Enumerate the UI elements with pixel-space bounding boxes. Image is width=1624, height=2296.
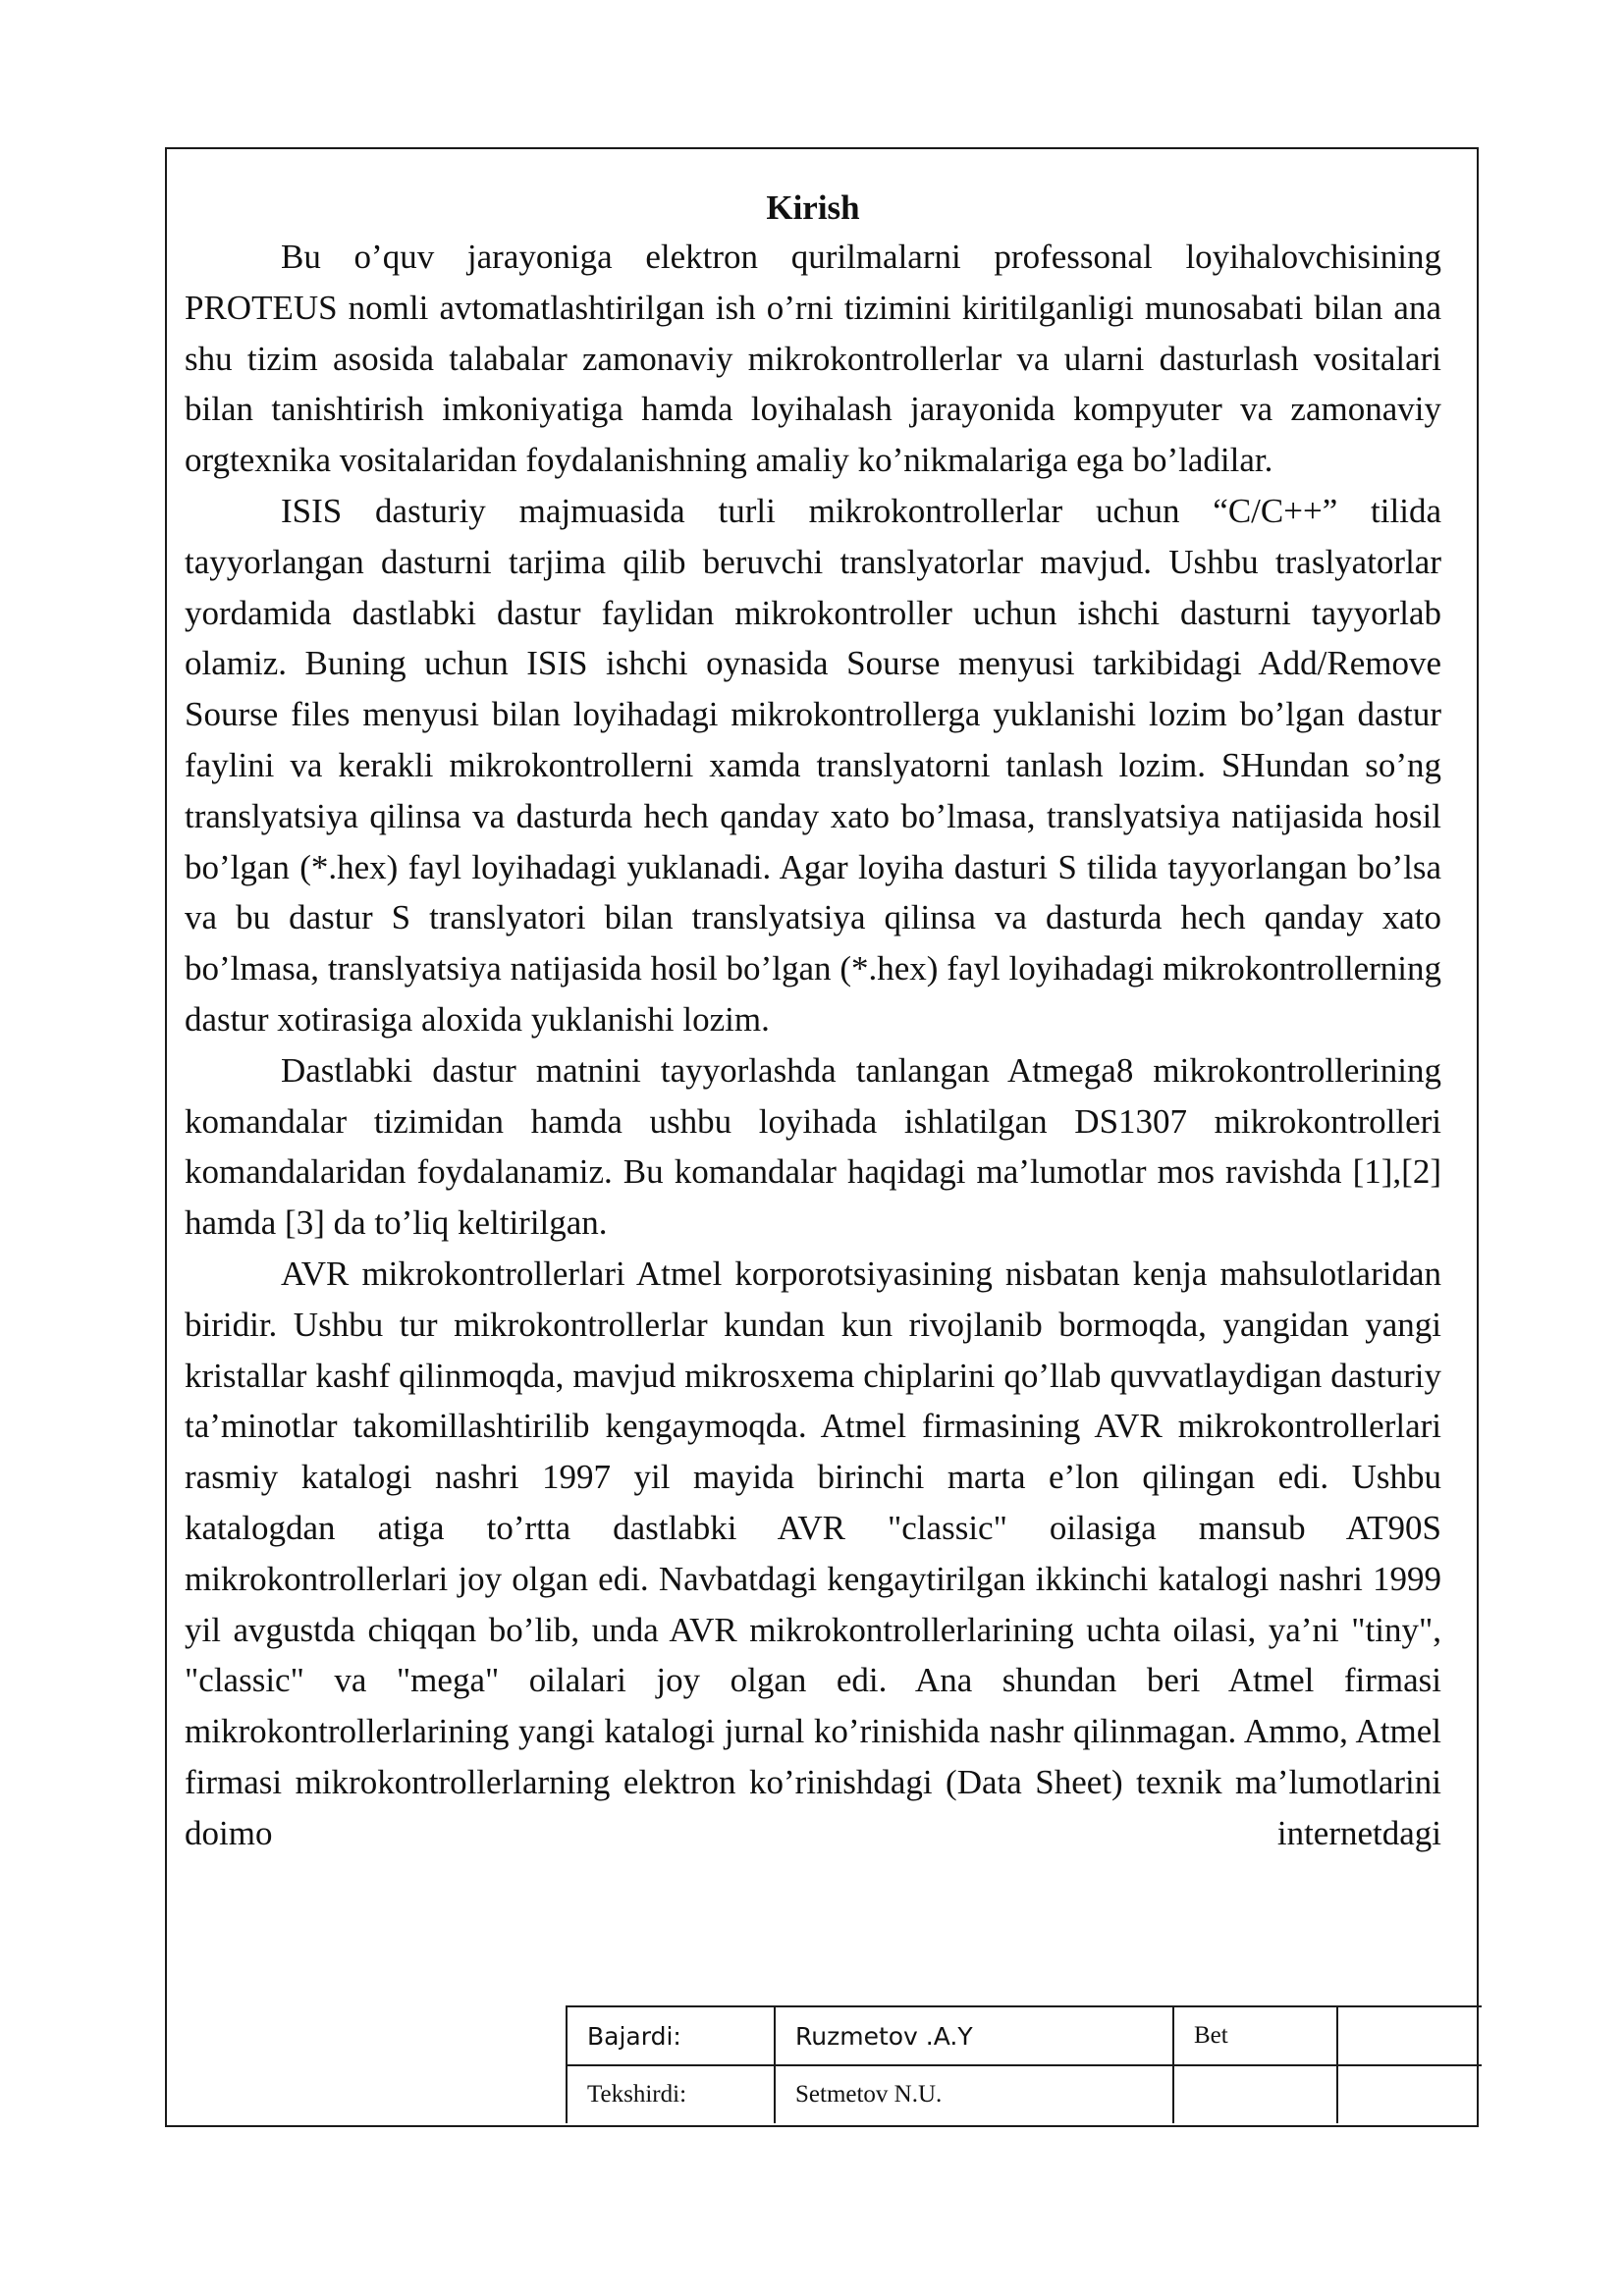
stamp-row-checker <box>567 2065 1482 2123</box>
document-body <box>185 187 1441 1859</box>
paragraph-1: Bu o’quv jarayoniga elektron qurilmalarni professonal loyihalovchisining PROTEUS nomli avtomatlashtirilgan ish o’rni tizimini kiritilganligi munosabati bilan ana shu tizim asosida talabalar zamonaviy mikrokontrollerlar va ularni dasturlash vositalari bilan tanishtirish imkoniyatiga hamda loyihalash jarayonida kompyuter va zamonaviy orgtexnika vositalaridan foydalanishning amaliy ko’nikmalariga ega bo’ladilar. <box>185 238 1441 480</box>
page-frame <box>165 147 1479 2127</box>
stamp-checker-extra <box>1173 2065 1337 2123</box>
document-title: Kirish <box>766 188 860 227</box>
stamp-sheet-label: Bet <box>1173 2006 1337 2065</box>
stamp-performer-name: Ruzmetov .A.Y <box>775 2006 1173 2065</box>
paragraph-4: AVR mikrokontrollerlari Atmel korporotsiyasining nisbatan kenja mahsulotlaridan biridir. Ushbu tur mikrokontrollerlar kundan kun rivojlanib bormoqda, yangidan yangi kristallar kashf qilinmoqda, mavjud mikrosxema chiplarini qo’llab quvvatlaydigan dasturiy ta’minotlar takomillashtirilib kengaymoqda. Atmel firmasining AVR mikrokontrollerlari rasmiy katalogi nashri 1997 yil mayida birinchi marta e’lon qilingan edi. Ushbu katalogdan atiga to’rtta dastlabki AVR "classic" oilasiga mansub AT90S mikrokontrollerlari joy olgan edi. Navbatdagi kengaytirilgan ikkinchi katalogi nashri 1999 yil avgustda chiqqan bo’lib, unda AVR mikrokontrollerlarining uchta oilasi, ya’ni "tiny", "classic" va "mega" oilalari joy olgan edi. Ana shundan beri Atmel firmasi mikrokontrollerlarining yangi katalogi jurnal ko’rinishida nashr qilinmagan. Ammo, Atmel firmasi mikrokontrollerlarning elektron ko’rinishdagi (Data Sheet) texnik ma’lumotlarini doimo internetdagi <box>185 1254 1441 1852</box>
stamp-checker-label: Tekshirdi: <box>567 2065 775 2123</box>
title-block-stamp <box>566 2005 1482 2123</box>
stamp-checker-name: Setmetov N.U. <box>775 2065 1173 2123</box>
stamp-performer-label: Bajardi: <box>567 2006 775 2065</box>
stamp-sheet-number <box>1337 2006 1482 2065</box>
paragraph-2: ISIS dasturiy majmuasida turli mikrokontrollerlar uchun “C/C++” tilida tayyorlangan dasturni tarjima qilib beruvchi translyatorlar mavjud. Ushbu traslyatorlar yordamida dastlabki dastur faylidan mikrokontroller uchun ishchi dasturni tayyorlab olamiz. Buning uchun ISIS ishchi oynasida Sourse menyusi tarkibidagi Add/Remove Sourse files menyusi bilan loyihadagi mikrokontrollerga yuklanishi lozim bo’lgan dastur faylini va kerakli mikrokontrollerni xamda translyatorni tanlash lozim. SHundan so’ng translyatsiya qilinsa va dasturda hech qanday xato bo’lmasa, translyatsiya natijasida hosil bo’lgan (*.hex) fayl loyihadagi yuklanadi. Agar loyiha dasturi S tilida tayyorlangan bo’lsa va bu dastur S translyatori bilan translyatsiya qilinsa va dasturda hech qanday xato bo’lmasa, translyatsiya natijasida hosil bo’lgan (*.hex) fayl loyihadagi mikrokontrollerning dastur xotirasiga aloxida yuklanishi lozim. <box>185 491 1441 1039</box>
stamp-row-performer <box>567 2006 1482 2065</box>
stamp-checker-page <box>1337 2065 1482 2123</box>
paragraph-3: Dastlabki dastur matnini tayyorlashda tanlangan Atmega8 mikrokontrollerining komandalar tizimidan hamda ushbu loyihada ishlatilgan DS1307 mikrokontrolleri komandalaridan foydalanamiz. Bu komandalar haqidagi ma’lumotlar mos ravishda [1],[2] hamda [3] da to’liq keltirilgan. <box>185 1050 1441 1243</box>
